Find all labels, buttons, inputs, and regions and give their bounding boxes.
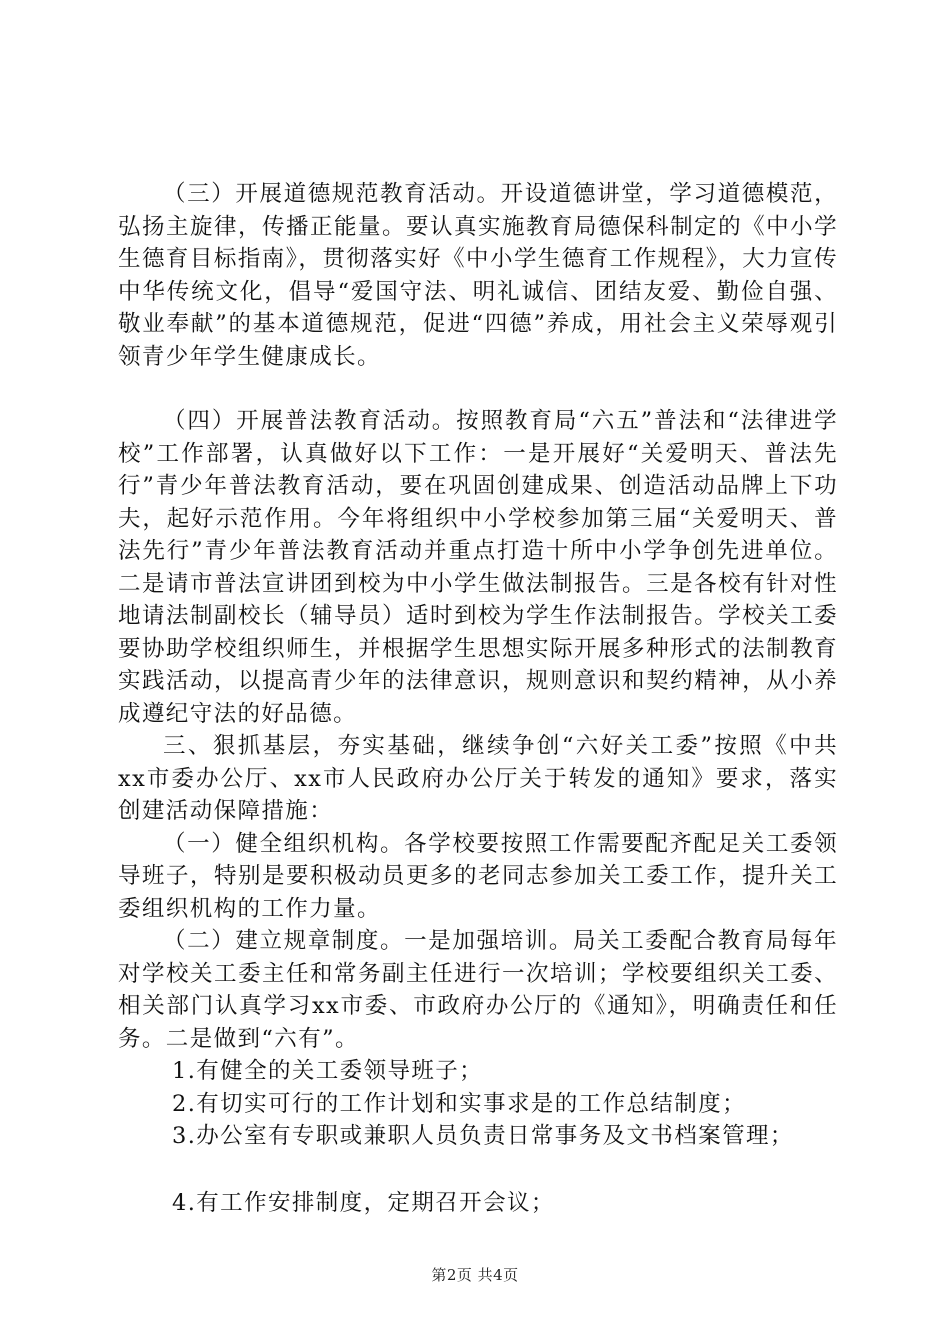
paragraph-moral-education: （三）开展道德规范教育活动。开设道德讲堂，学习道德模范，弘扬主旋律，传播正能量。要认真实施教育局德保科制定的《中小学生德育目标指南》，贯彻落实好《中小学生德育工作规程》，大力宣传中华传统文化，倡导“爱国守法、明礼诚信、团结友爱、勤俭自强、敬业奉献”的基本道德规范，促进“四德”养成，用社会主义荣辱观引领青少年学生健康成长。 [118,181,838,370]
paragraph-regulations: （二）建立规章制度。一是加强培训。局关工委配合教育局每年对学校关工委主任和常务副主任进行一次培训；学校要组织关工委、相关部门认真学习xx市委、市政府办公厅的《通知》，明确责任和任务。二是做到“六有”。 [118,928,838,1052]
list-item-3: 3.办公室有专职或兼职人员负责日常事务及文书档案管理； [172,1123,794,1149]
paragraph-law-education: （四）开展普法教育活动。按照教育局“六五”普法和“法律进学校”工作部署，认真做好以下工作：一是开展好“关爱明天、普法先行”青少年普法教育活动，要在巩固创建成果、创造活动品牌上下功夫，起好示范作用。今年将组织中小学校参加第三届“关爱明天、普法先行”青少年普法教育活动并重点打造十所中小学争创先进单位。二是请市普法宣讲团到校为中小学生做法制报告。三是各校有针对性地请法制副校长（辅导员）适时到校为学生作法制报告。学校关工委要协助学校组织师生，并根据学生思想实际开展多种形式的法制教育实践活动，以提高青少年的法律意识，规则意识和契约精神，从小养成遵纪守法的好品德。 [118,408,838,727]
list-item-2: 2.有切实可行的工作计划和实事求是的工作总结制度； [172,1090,746,1117]
paragraph-grassroots: 三、狠抓基层，夯实基础，继续争创“六好关工委”按照《中共xx市委办公厅、xx市人民政府办公厅关于转发的通知》要求，落实创建活动保障措施： [118,733,838,824]
list-item-4: 4.有工作安排制度，定期召开会议； [172,1189,555,1216]
list-item-1: 1.有健全的关工委领导班子； [172,1058,484,1084]
page-number-footer: 第2页 共4页 [431,1266,519,1284]
paragraph-organization: （一）健全组织机构。各学校要按照工作需要配齐配足关工委领导班子，特别是要积极动员更多的老同志参加关工委工作，提升关工委组织机构的工作力量。 [118,830,838,922]
document-body [118,178,838,1219]
